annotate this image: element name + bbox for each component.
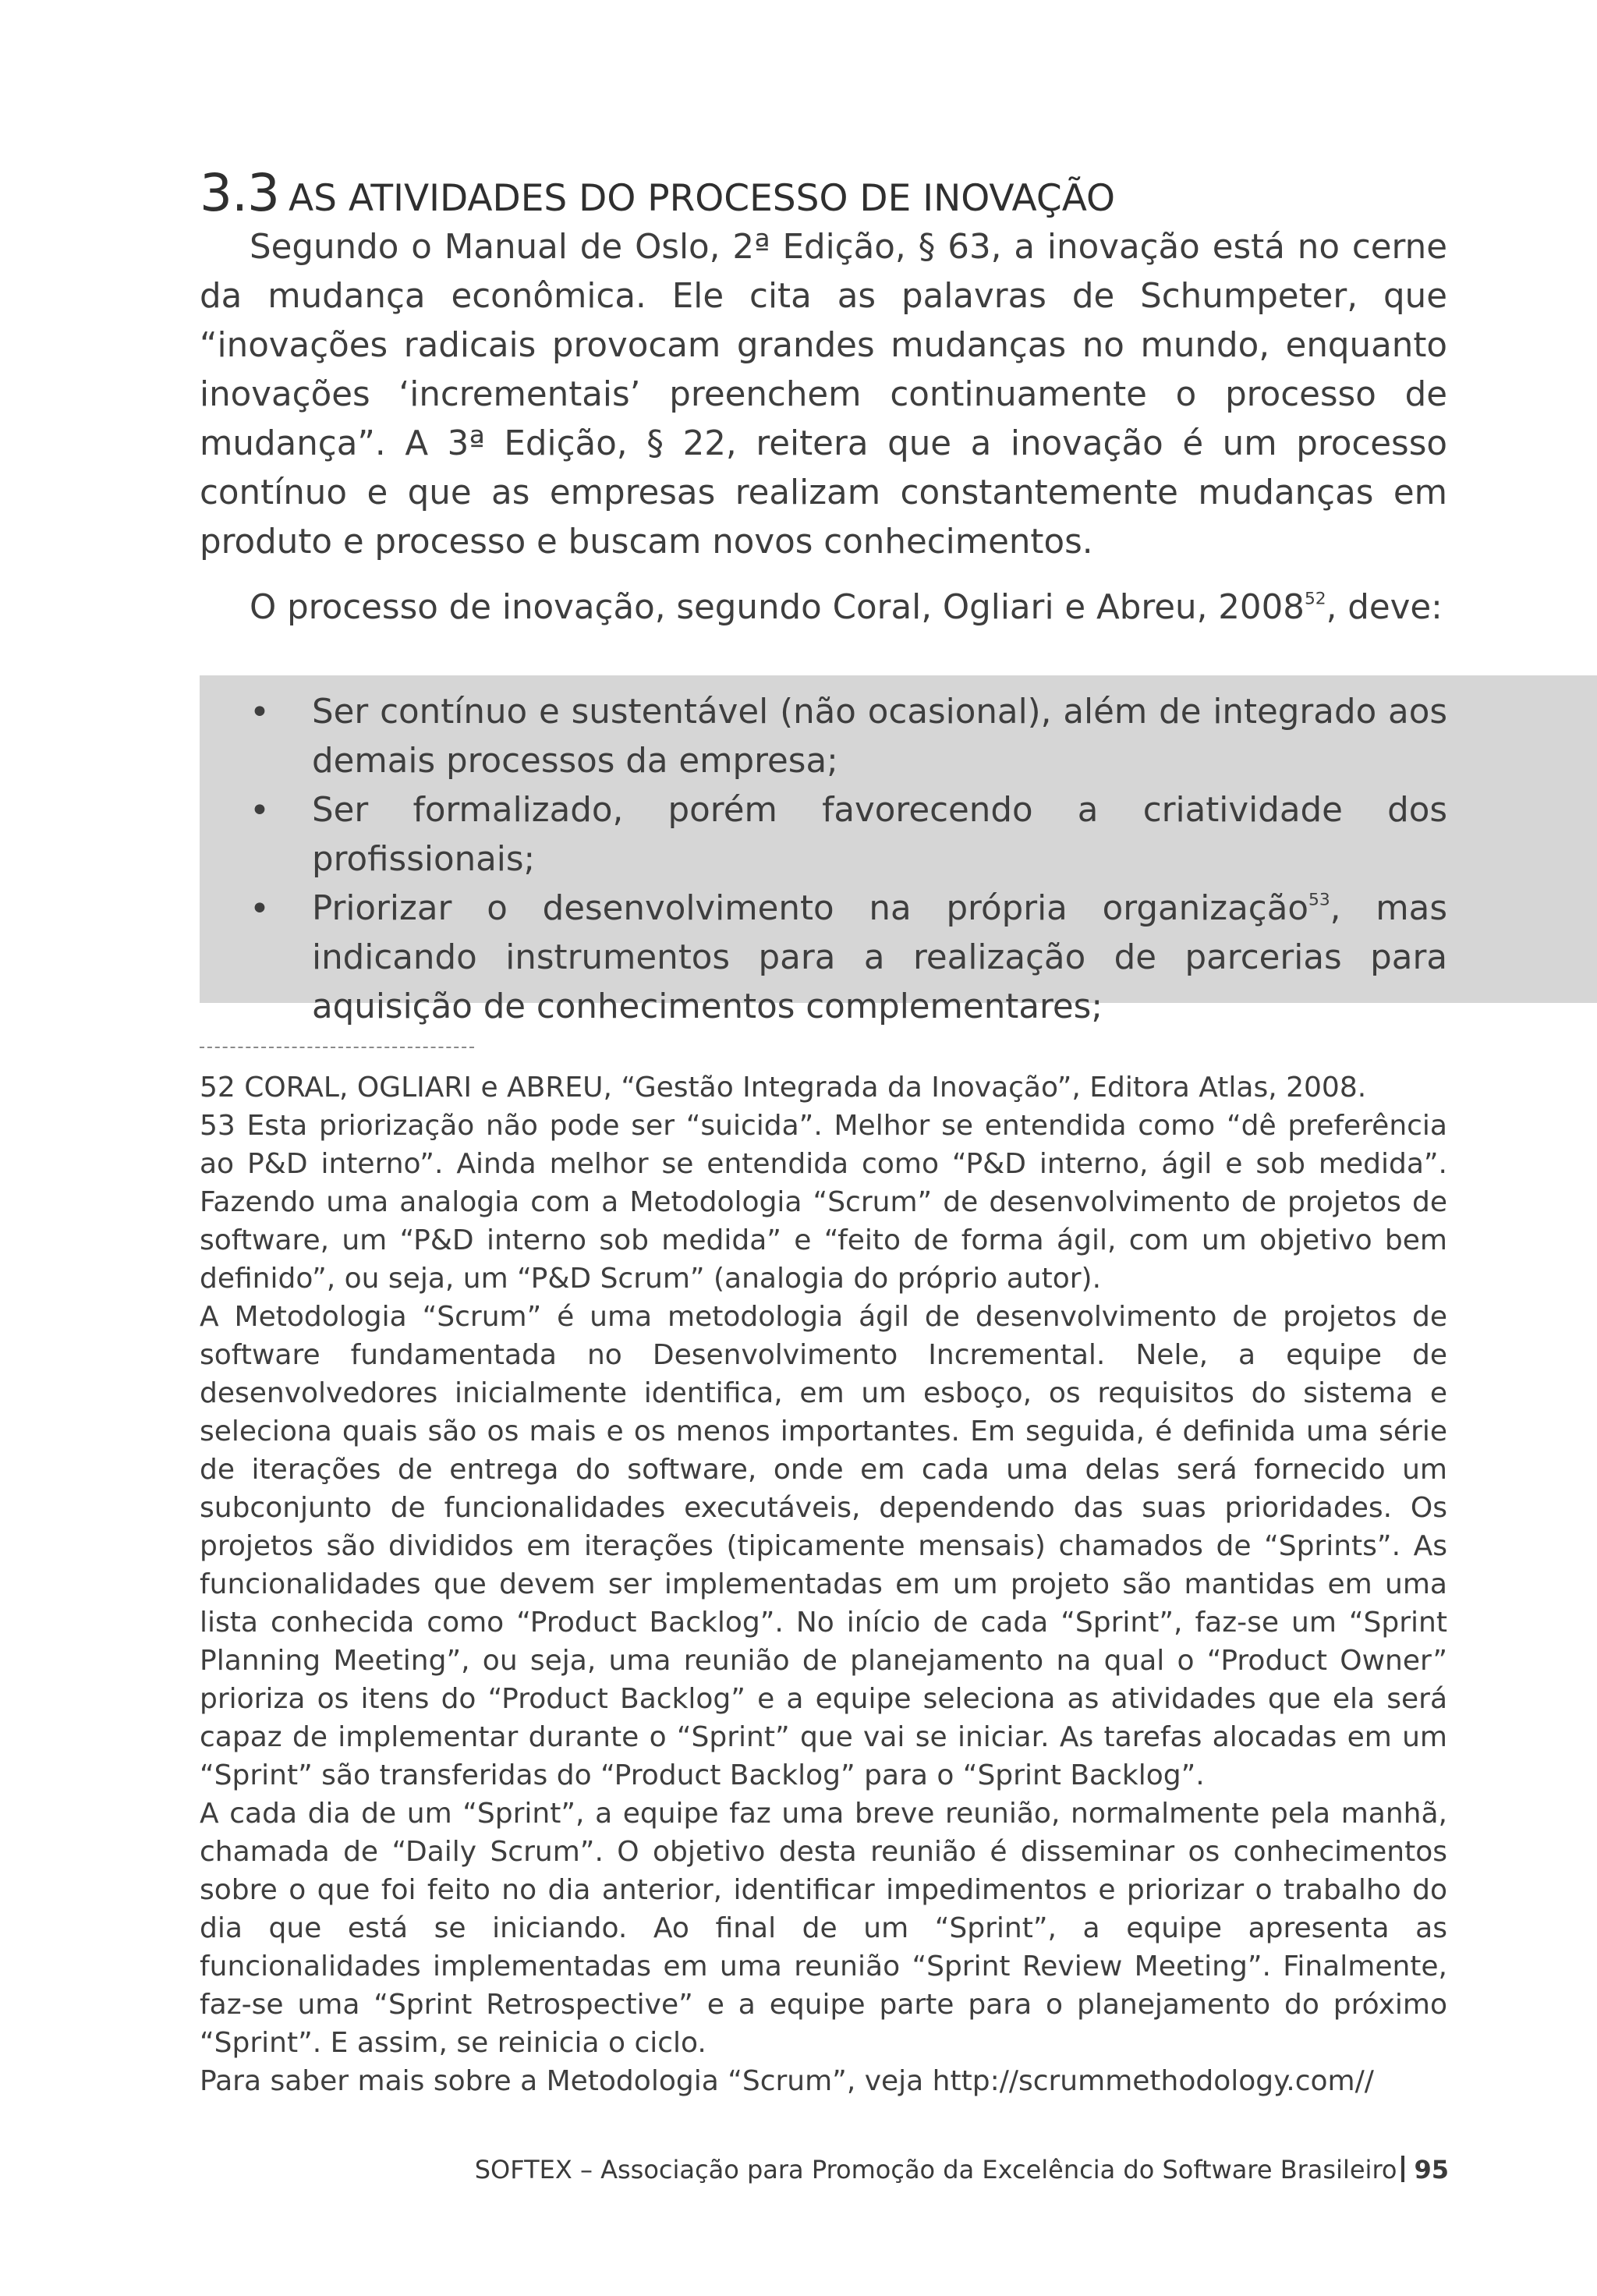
footnote-52: 52 CORAL, OGLIARI e ABREU, “Gestão Integrada da Inovação”, Editora Atlas, 2008. [200, 1072, 1367, 1104]
bullet-text: Priorizar o desenvolvimento na própria organização [312, 889, 1308, 928]
footnote-ref-52: 52 [1304, 589, 1326, 609]
paragraph-2-tail: , deve: [1326, 588, 1443, 627]
bullet-icon: • [250, 693, 270, 732]
footer-divider [1401, 2156, 1404, 2182]
footnote-53-daily-scrum: A cada dia de um “Sprint”, a equipe faz uma breve reunião, normalmente pela manhã, chamada de “Daily Scrum”. O objetivo desta reunião é disseminar os conhecimentos sobre o que foi feito no dia anterior, identificar impedimentos e priorizar o trabalho do dia que está se iniciando. Ao final de um “Sprint”, a equipe apresenta as funcionalidades implementadas em uma reunião “Sprint Review Meeting”. Finalmente, faz-se uma “Sprint Retrospective” e a equipe parte para o planejamento do próximo “Sprint”. E assim, se reinicia o ciclo. [200, 1798, 1447, 2059]
bullet-text: Ser formalizado, porém favorecendo a criatividade dos profissionais; [312, 791, 1447, 879]
body-paragraph-1: Segundo o Manual de Oslo, 2ª Edição, § 63, a inovação está no cerne da mudança econômica. Ele cita as palavras de Schumpeter, que “inovações radicais provocam grandes mudanças no mundo, enquanto inovações ‘incrementais’ preenchem continuamente o processo de mudança”. A 3ª Edição, § 22, reitera que a inovação é um processo contínuo e que as empresas realizam constantemente mudanças em produto e processo e buscam novos conhecimentos. [200, 228, 1447, 562]
bullet-icon: • [250, 791, 270, 831]
footnote-53-scrum: A Metodologia “Scrum” é uma metodologia ágil de desenvolvimento de projetos de software fundamentada no Desenvolvimento Incremental. Nele, a equipe de desenvolvedores inicialmente identifica, em um esboço, os requisitos do sistema e seleciona quais são os mais e os menos importantes. Em seguida, é definida uma série de iterações de entrega do software, onde em cada uma delas será fornecido um subconjunto de funcionalidades executáveis, dependendo das suas prioridades. Os projetos são divididos em iterações (tipicamente mensais) chamados de “Sprints”. As funcionalidades que devem ser implementadas em um projeto são mantidas em uma lista conhecida como “Product Backlog”. No início de cada “Sprint”, faz-se um “Sprint Planning Meeting”, ou seja, uma reunião de planejamento na qual o “Product Owner” prioriza os itens do “Product Backlog” e a equipe seleciona as atividades que ela será capaz de implementar durante o “Sprint” que vai se iniciar. As tarefas alocadas em um “Sprint” são transferidas do “Product Backlog” para o “Sprint Backlog”. [200, 1301, 1447, 1791]
bullet-item [200, 884, 1447, 1032]
page-number: 95 [1414, 2155, 1449, 2184]
footnote-ref-53: 53 [1308, 890, 1330, 910]
bullet-item [200, 786, 1447, 884]
bullet-list [200, 688, 1447, 1032]
footer-publisher: SOFTEX – Associação para Promoção da Excelência do Software Brasileiro [474, 2155, 1397, 2184]
bullet-text-tail: , mas indicando instrumentos para a realização de parcerias para aquisição de conhecimentos complementares; [312, 889, 1447, 1026]
footnotes [200, 1068, 1447, 2100]
page-footer [475, 2154, 1449, 2185]
section-title: AS ATIVIDADES DO PROCESSO DE INOVAÇÃO [288, 177, 1116, 221]
bullet-icon: • [250, 889, 270, 929]
section-heading [200, 163, 1447, 223]
bullet-item [200, 688, 1447, 786]
section-number: 3.3 [200, 163, 279, 224]
footnote-53: 53 Esta priorização não pode ser “suicida”. Melhor se entendida como “dê preferência ao P&D interno”. Ainda melhor se entendida como “P&D interno, ágil e sob medida”. Fazendo uma analogia com a Metodologia “Scrum” de desenvolvimento de projetos de software, um “P&D interno sob medida” e “feito de forma ágil, com um objetivo bem definido”, ou seja, um “P&D Scrum” (analogia do próprio autor). [200, 1110, 1447, 1295]
body-paragraph-2 [200, 583, 1447, 632]
footnote-separator [200, 1047, 474, 1048]
paragraph-2-text: O processo de inovação, segundo Coral, Ogliari e Abreu, 2008 [250, 588, 1305, 627]
bullet-text: Ser contínuo e sustentável (não ocasional), além de integrado aos demais processos da empresa; [312, 693, 1447, 781]
footnote-53-link: Para saber mais sobre a Metodologia “Scrum”, veja http://scrummethodology.com// [200, 2065, 1374, 2097]
